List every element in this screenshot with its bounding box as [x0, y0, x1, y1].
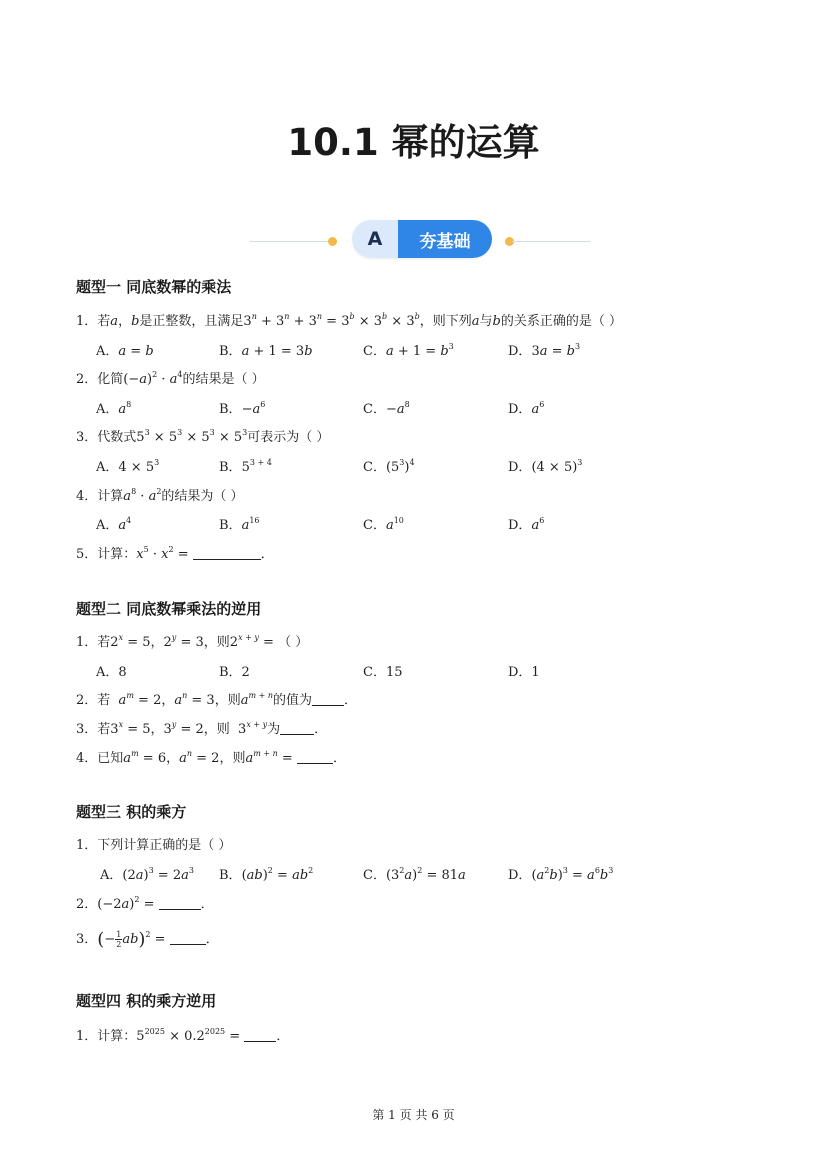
- answer-blank[interactable]: [280, 722, 314, 735]
- q1-3-option-a: A．$4 \times 5^3$: [96, 458, 160, 475]
- question-1-2: 2．化简$(-a)^2 \cdot a^4$的结果是（ ）: [76, 370, 265, 387]
- q1-1-option-d: D．$3a = b^3$: [508, 342, 581, 359]
- q2-1-option-d: D．1: [508, 665, 540, 680]
- q3-1-option-d: D．$(a^2b)^3 = a^6b^3$: [508, 866, 614, 883]
- question-4-1: 1．计算：$5^{2025} \times 0.2^{2025}$ = ．: [76, 1027, 290, 1044]
- q1-4-option-a: A．$a^4$: [96, 516, 132, 533]
- section-heading-2: 题型二 同底数幂乘法的逆用: [76, 600, 262, 618]
- q1-3-option-b: B．$5^{3 + 4}$: [219, 458, 272, 475]
- question-2-1: 1．若$2^x = 5$，$2^y = 3$，则$2^{x + y}$ = （ ）: [76, 633, 309, 650]
- q1-3-option-c: C．$(5^3)^4$: [363, 458, 415, 475]
- question-1-5: 5．计算：$x^5 \cdot x^2$ = ．: [76, 545, 274, 562]
- q1-3-option-d: D．$(4 \times 5)^3$: [508, 458, 583, 475]
- q2-1-option-a: A．8: [96, 665, 127, 680]
- question-3-1: 1．下列计算正确的是（ ）: [76, 838, 232, 853]
- section-heading-3: 题型三 积的乘方: [76, 803, 187, 821]
- banner-line-right: [512, 241, 590, 242]
- question-3-2: 2．$(-2a)^2$ = ．: [76, 895, 214, 912]
- answer-blank[interactable]: [159, 897, 201, 910]
- banner-label: 夯基础: [398, 220, 492, 258]
- q3-1-option-a: A．$(2a)^3 = 2a^3$: [100, 866, 194, 883]
- question-2-4: 4．已知$a^m = 6$，$a^n = 2$，则$a^{m + n}$ = ．: [76, 749, 346, 766]
- q1-2-option-d: D．$a^6$: [508, 400, 545, 417]
- q1-4-option-d: D．$a^6$: [508, 516, 545, 533]
- question-1-1: 1．若a，b是正整数，且满足$3^n + 3^n + 3^n = 3^b \times 3^b \times 3^b$，则下列a与b的关系正确的是（ ）: [76, 312, 622, 329]
- q1-4-option-b: B．$a^{16}$: [219, 516, 260, 533]
- q1-4-option-c: C．$a^{10}$: [363, 516, 404, 533]
- q3-1-option-c: C．$(3^2a)^2 = 81a$: [363, 866, 466, 883]
- question-2-2: 2．若 $a^m = 2$，$a^n = 3$，则$a^{m + n}$的值为 ．: [76, 691, 358, 708]
- page-footer: 第 1 页 共 6 页: [372, 1108, 455, 1122]
- page-title: 10.1 幂的运算: [287, 121, 540, 164]
- q1-2-option-c: C．$-a^8$: [363, 400, 410, 417]
- answer-blank[interactable]: [312, 693, 344, 706]
- q1-2-option-a: A．$a^8$: [96, 400, 132, 417]
- answer-blank[interactable]: [193, 547, 261, 560]
- answer-blank[interactable]: [244, 1029, 276, 1042]
- fraction-one-half: $\frac{1}{2}$: [116, 930, 122, 949]
- q1-1-option-b: B．a + 1 = 3b: [219, 344, 313, 359]
- q1-2-option-b: B．$-a^6$: [219, 400, 266, 417]
- banner-dot-left: [328, 237, 337, 246]
- q2-1-option-c: C．15: [363, 665, 403, 680]
- q3-1-option-b: B．$(ab)^2 = ab^2$: [219, 866, 314, 883]
- section-banner: [250, 220, 590, 260]
- question-1-3: 3．代数式$5^3 \times 5^3 \times 5^3 \times 5^3$可表示为（ ）: [76, 428, 330, 445]
- banner-pill: [352, 220, 492, 258]
- banner-line-left: [250, 241, 330, 242]
- section-heading-4: 题型四 积的乘方逆用: [76, 992, 217, 1010]
- q1-1-option-a: A．a = b: [96, 344, 154, 359]
- banner-letter: A: [352, 220, 398, 258]
- question-3-3: 3．(− $\frac{1}{2}$ ab)$^2$ = ．: [76, 929, 219, 950]
- question-1-4: 4．计算$a^8 \cdot a^2$的结果为（ ）: [76, 487, 244, 504]
- answer-blank[interactable]: [297, 751, 333, 764]
- section-heading-1: 题型一 同底数幂的乘法: [76, 278, 232, 296]
- q2-1-option-b: B．2: [219, 665, 250, 680]
- q1-1-option-c: C．$a + 1 = b^3$: [363, 342, 454, 359]
- answer-blank[interactable]: [170, 932, 206, 945]
- question-2-3: 3．若$3^x = 5$，$3^y = 2$，则 $3^{x + y}$为 ．: [76, 720, 328, 737]
